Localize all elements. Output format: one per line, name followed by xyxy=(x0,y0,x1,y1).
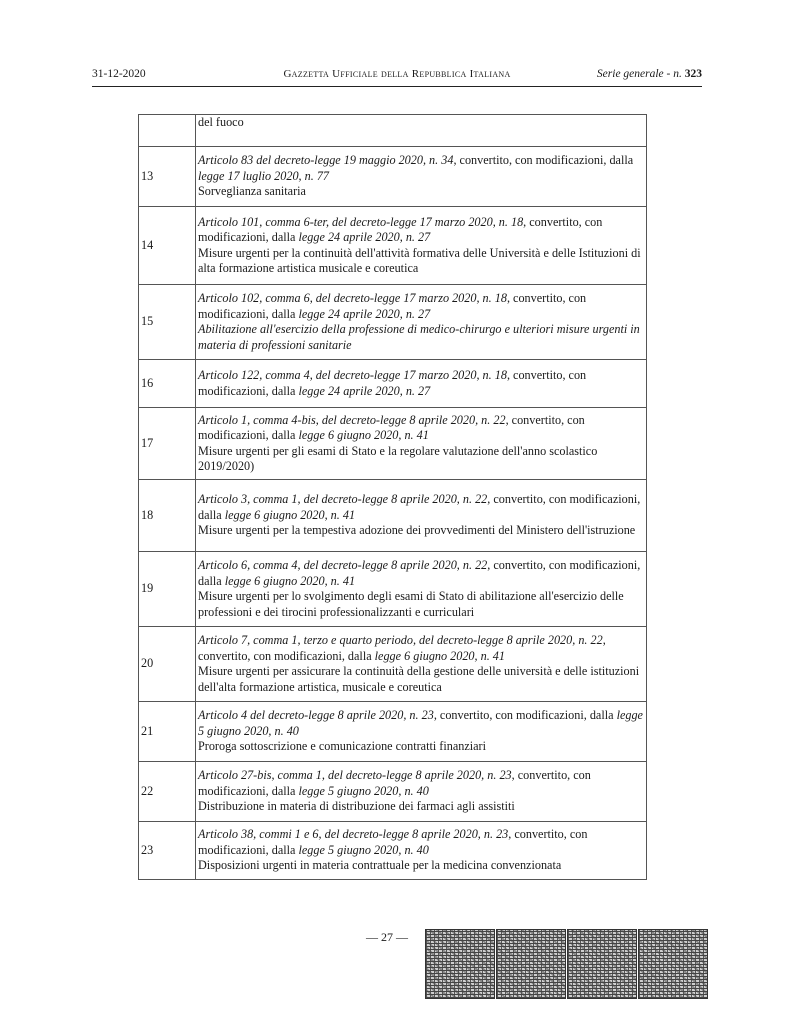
reference-law: legge 6 giugno 2020, n. 41 xyxy=(298,428,429,442)
row-description: Misure urgenti per gli esami di Stato e la regolare valutazione dell'anno scolastico 2019/2020) xyxy=(198,443,598,473)
reference-conversion: , convertito, con modificazioni, dalla xyxy=(198,558,641,588)
row-description: Misure urgenti per assicurare la continuità della gestione delle università e delle istituzioni dell'alta formazione artistica, musicale e coreutica xyxy=(198,664,640,694)
reference-article: Articolo 122, comma 4, del decreto-legge 17 marzo 2020, n. 18 xyxy=(198,368,507,382)
table-row xyxy=(139,822,647,880)
table-row xyxy=(139,285,647,360)
reference-law: legge 5 giugno 2020, n. 40 xyxy=(298,783,429,798)
legal-reference xyxy=(198,827,644,858)
row-content xyxy=(196,115,647,147)
reference-conversion: , convertito, con modificazioni, dalla xyxy=(198,768,591,798)
reference-article: Articolo 1, comma 4-bis, del decreto-legge 8 aprile 2020, n. 22 xyxy=(198,412,506,427)
table-row xyxy=(139,702,647,762)
row-number: 16 xyxy=(139,360,196,408)
reference-law: legge 24 aprile 2020, n. 27 xyxy=(298,230,431,244)
legal-reference xyxy=(198,368,644,399)
row-content xyxy=(196,285,647,360)
row-description: Misure urgenti per la tempestiva adozione dei provvedimenti del Ministero dell'istruzione xyxy=(198,523,636,538)
row-description: del fuoco xyxy=(198,115,244,129)
row-content xyxy=(196,822,647,880)
provisions-table xyxy=(138,114,647,880)
legal-reference xyxy=(198,768,644,799)
header-serie xyxy=(597,68,702,80)
reference-article: Articolo 7, comma 1, terzo e quarto periodo, del decreto-legge 8 aprile 2020, n. 22 xyxy=(198,633,603,647)
barcode-block-2 xyxy=(496,929,566,999)
reference-conversion: , convertito, con modificazioni, dalla xyxy=(433,708,614,723)
table-row xyxy=(139,147,647,207)
reference-law: legge 6 giugno 2020, n. 41 xyxy=(224,573,356,588)
table-row xyxy=(139,360,647,408)
table-row xyxy=(139,627,647,702)
header-date: 31-12-2020 xyxy=(92,68,146,80)
row-description: Distribuzione in materia di distribuzione dei farmaci agli assistiti xyxy=(198,799,515,814)
reference-article: Articolo 101, comma 6-ter, del decreto-legge 17 marzo 2020, n. 18 xyxy=(198,214,524,229)
row-number: 22 xyxy=(139,762,196,822)
row-number: 20 xyxy=(139,627,196,702)
row-content xyxy=(196,480,647,552)
table-row xyxy=(139,408,647,480)
reference-conversion: , convertito, con modificazioni, dalla xyxy=(198,633,606,663)
page-number: — 27 — xyxy=(366,930,408,944)
legal-reference xyxy=(198,291,644,322)
serie-number: 323 xyxy=(684,68,702,80)
row-content xyxy=(196,762,647,822)
reference-article: Articolo 38, commi 1 e 6, del decreto-legge 8 aprile 2020, n. 23 xyxy=(198,827,509,842)
row-content xyxy=(196,702,647,762)
row-description: Abilitazione all'esercizio della professione di medico-chirurgo e ulteriori misure urgenti in materia di professioni sanitarie xyxy=(198,322,640,352)
reference-law: legge 17 luglio 2020, n. 77 xyxy=(198,168,330,183)
reference-conversion: , convertito, con modificazioni, dalla xyxy=(453,153,634,168)
reference-conversion: , convertito, con modificazioni, dalla xyxy=(198,291,587,321)
legal-reference xyxy=(198,215,644,246)
page-header xyxy=(92,68,702,86)
header-title: Gazzetta Ufficiale della Repubblica Italiana xyxy=(283,68,511,80)
reference-law: legge 24 aprile 2020, n. 27 xyxy=(298,383,431,398)
row-content xyxy=(196,360,647,408)
legal-reference xyxy=(198,633,644,664)
row-number: 19 xyxy=(139,552,196,627)
reference-article: Articolo 102, comma 6, del decreto-legge 17 marzo 2020, n. 18 xyxy=(198,291,507,305)
reference-law: legge 6 giugno 2020, n. 41 xyxy=(374,648,505,663)
row-content xyxy=(196,207,647,285)
reference-article: Articolo 83 del decreto-legge 19 maggio 2020, n. 34 xyxy=(198,153,454,168)
barcode-block-1 xyxy=(425,929,495,999)
legal-reference xyxy=(198,558,644,589)
reference-law: legge 5 giugno 2020, n. 40 xyxy=(198,708,643,738)
reference-conversion: , convertito, con modificazioni, dalla xyxy=(198,368,587,398)
reference-law: legge 24 aprile 2020, n. 27 xyxy=(298,306,431,321)
row-content xyxy=(196,552,647,627)
reference-conversion: , convertito, con modificazioni, dalla xyxy=(198,412,585,442)
table-row xyxy=(139,115,647,147)
table-row xyxy=(139,480,647,552)
table-row xyxy=(139,762,647,822)
row-content xyxy=(196,627,647,702)
header-rule xyxy=(92,86,702,87)
row-description: Sorveglianza sanitaria xyxy=(198,184,306,199)
row-description: Misure urgenti per la continuità dell'attività formativa delle Università e delle Istituzioni di alta formazione artistica musicale e coreutica xyxy=(198,245,641,275)
table-row xyxy=(139,207,647,285)
reference-article: Articolo 6, comma 4, del decreto-legge 8 aprile 2020, n. 22 xyxy=(198,558,488,572)
barcode-block-3 xyxy=(567,929,637,999)
reference-law: legge 6 giugno 2020, n. 41 xyxy=(224,507,356,522)
serie-label: Serie generale - n. xyxy=(596,68,682,80)
legal-reference xyxy=(198,413,644,444)
row-number: 17 xyxy=(139,408,196,480)
reference-conversion: , convertito, con modificazioni, dalla xyxy=(198,214,603,244)
legal-reference xyxy=(198,153,644,184)
reference-conversion: , convertito, con modificazioni, dalla xyxy=(198,492,641,522)
row-number: 23 xyxy=(139,822,196,880)
row-content xyxy=(196,147,647,207)
row-description: Disposizioni urgenti in materia contrattuale per la medicina convenzionata xyxy=(198,858,562,873)
row-description: Misure urgenti per lo svolgimento degli esami di Stato di abilitazione all'esercizio delle professioni e dei tirocini professionalizzanti e curriculari xyxy=(198,589,624,619)
row-number: 18 xyxy=(139,480,196,552)
row-number: 14 xyxy=(139,207,196,285)
reference-law: legge 5 giugno 2020, n. 40 xyxy=(298,842,429,857)
reference-article: Articolo 4 del decreto-legge 8 aprile 2020, n. 23 xyxy=(198,708,434,723)
legal-reference xyxy=(198,492,644,523)
row-number: 21 xyxy=(139,702,196,762)
row-content xyxy=(196,408,647,480)
legal-reference xyxy=(198,708,644,739)
reference-conversion: , convertito, con modificazioni, dalla xyxy=(198,827,588,857)
row-number xyxy=(139,115,196,147)
row-description: Proroga sottoscrizione e comunicazione contratti finanziari xyxy=(198,739,486,754)
table-row xyxy=(139,552,647,627)
row-number: 15 xyxy=(139,285,196,360)
reference-article: Articolo 3, comma 1, del decreto-legge 8 aprile 2020, n. 22 xyxy=(198,492,488,507)
reference-article: Articolo 27-bis, comma 1, del decreto-legge 8 aprile 2020, n. 23 xyxy=(198,768,512,783)
barcode-block-4 xyxy=(638,929,708,999)
row-number: 13 xyxy=(139,147,196,207)
